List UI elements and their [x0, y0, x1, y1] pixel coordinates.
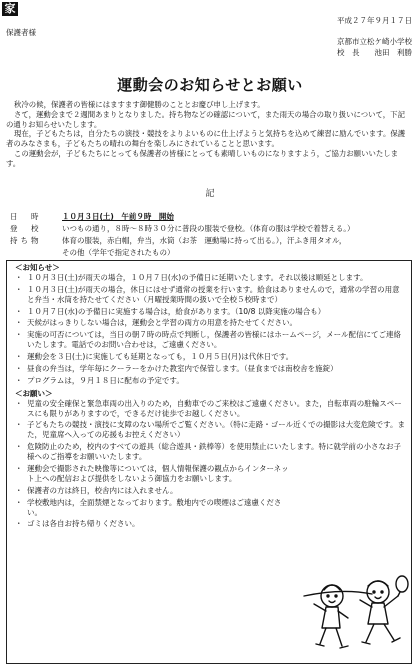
- list-item: ・ １０月３日(土)が雨天の場合，休日にはせず通常の授業を行います。給食はありませんので，通常の学習の用意と弁当・水筒を持たせてください（月曜授業時間の扱いで全校５校時まで）: [15, 284, 400, 304]
- notice-list: [9, 273, 407, 386]
- document-title: 運動会のお知らせとお願い: [117, 76, 303, 94]
- list-item: ・ 実施の可否については，当日の朝７時の時点で判断し，保護者の皆様にはホームページ，メール配信にてご連絡いたします。電話でのお問い合わせは，ご遠慮ください。: [15, 330, 401, 350]
- principal-name: 校 長 池田 利勝: [337, 48, 412, 57]
- notice-heading: ＜お知らせ＞: [15, 263, 60, 272]
- info-value: 体育の服装，赤白帽，弁当，水筒（お茶 運動場に持って出る。），汗ふき用タオル，: [62, 235, 347, 245]
- info-row-datetime: [8, 211, 357, 223]
- list-item: ・ 児童の安全確保と緊急車両の出入りのため，自動車でのご来校はご遠慮ください。また，自転車両の駐輪スペースにも限りがありますので，できるだけ徒歩でお越しください。: [15, 398, 402, 418]
- list-item: ・ 運動会で撮影された映像等については，個人情報保護の観点からインターネット上への配信および提供をしないよう御協力をお願いします。: [15, 464, 289, 483]
- list-item: ・ プログラムは，９月１８日に配布の予定です。: [15, 375, 184, 385]
- issue-date: 平成２７年９月１７日: [337, 16, 412, 25]
- list-item: ・ 昼食の弁当は，学年毎にクーラーをかけた教室内で保管します。（昼食までは南校舎を施錠）: [15, 364, 338, 374]
- info-row-attendance: [8, 223, 357, 235]
- info-key: 登 校: [10, 223, 42, 233]
- info-key: 持ち物: [10, 235, 42, 245]
- ki-heading: 記: [205, 189, 215, 199]
- list-item: ・ １０月３日(土)が雨天の場合，１０月７日(水)の予備日に延期いたします。それ以後は順延とします。: [15, 272, 368, 282]
- info-key: 日 時: [10, 212, 42, 221]
- list-item: ・ 保護者の方は終日，校舎内には入れません。: [15, 485, 178, 495]
- intro-text: [6, 100, 412, 168]
- request-list: [9, 399, 407, 530]
- event-info-table: [8, 211, 357, 259]
- list-item: ・ ゴミは各自お持ち帰りください。: [15, 519, 140, 529]
- info-row-belongings-cont: [8, 247, 357, 259]
- intro-paragraph: 現在，子どもたちは，自分たちの演技・競技をよりよいものに仕上げようと気持ちを込めて練習に励んでいます。保護者のみなさまも，子どもたちの晴れの舞台を楽しみにされていることと思います。: [6, 129, 406, 149]
- document-category-badge: 家: [2, 2, 18, 16]
- children-running-illustration: [302, 566, 410, 660]
- info-value: その他（学年で指定されたもの）: [62, 247, 175, 257]
- list-item: ・ 子どもたちの競技・演技に支障のない場所でご覧ください。（特に走路・ゴール近くでの撮影は大変危険です。また，児童席へ入っての応援もお控えください）: [15, 420, 405, 440]
- intro-paragraph: さて，運動会まで２週間あまりとなりました。持ち物などの確認について，また雨天の場合の取り扱いについて，下記の通りお知らせいたします。: [6, 109, 405, 129]
- addressee: 保護者様: [6, 28, 36, 37]
- info-row-belongings: [8, 235, 357, 247]
- info-key: [8, 247, 60, 259]
- list-item: ・ 運動会を３日(土)に実施しても延期となっても，１０月５日(月)は代休日です。: [15, 352, 294, 362]
- intro-paragraph: この運動会が，子どもたちにとっても保護者の皆様にとっても素晴しいものになりますよう，ご協力お願いいたします。: [6, 148, 399, 168]
- event-datetime: １０月３日(土) 午前９時 開始: [62, 212, 174, 221]
- intro-paragraph: 秋冷の候，保護者の皆様にはますます御健勝のこととお慶び申し上げます。: [14, 100, 265, 109]
- list-item: ・ 危険防止のため，校内のすべての遊具（総合遊具・鉄棒等）を使用禁止にいたします。特に就学前の小さなお子様へのご指導をお願いいたします。: [15, 442, 401, 462]
- list-item: ・ 学校敷地内は，全面禁煙となっております。敷地内での喫煙はご遠慮ください。: [15, 497, 282, 517]
- request-heading: ＜お願い＞: [15, 388, 53, 398]
- list-item: ・ 天候がはっきりしない場合は，運動会と学習の両方の用意を持たせてください。: [15, 318, 297, 328]
- school-name: 京都市立松ケ崎小学校: [337, 37, 412, 46]
- info-value: いつもの通り，８時〜８時３０分に普段の服装で登校。（体育の服は学校で着替える。）: [62, 223, 355, 233]
- list-item: ・ １０月７日(水)の予備日に実施する場合は，給食があります。（10/8 以降実施の場合も）: [15, 306, 326, 316]
